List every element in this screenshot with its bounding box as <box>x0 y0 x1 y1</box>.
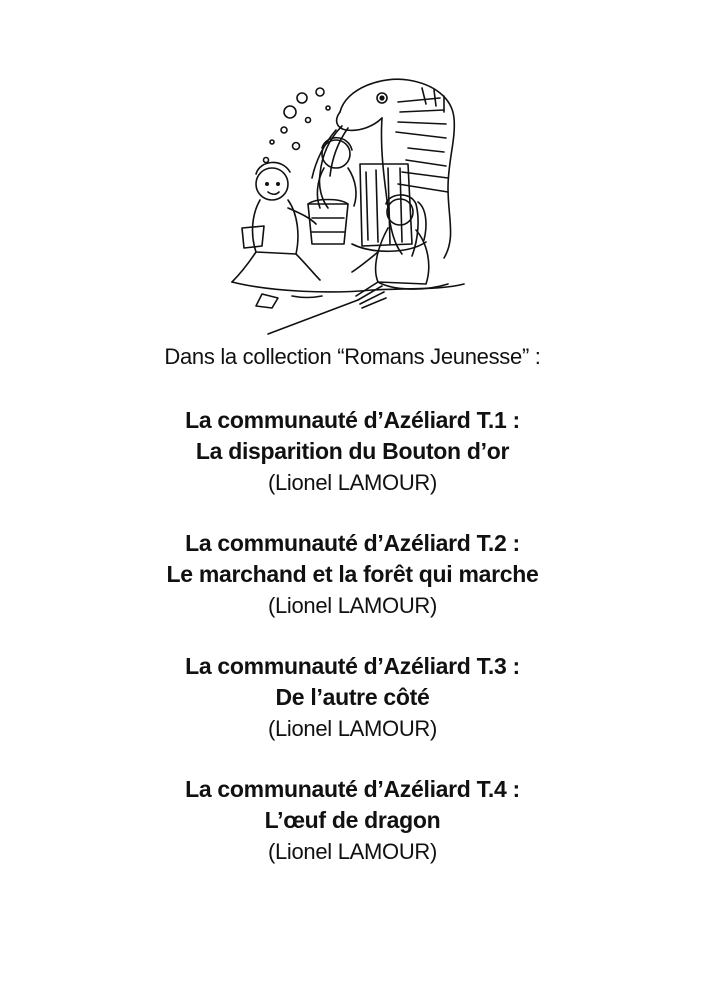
book-list <box>0 405 705 867</box>
stone-creature-head <box>337 79 455 258</box>
book-subtitle: La disparition du Bouton d’or <box>195 438 510 464</box>
book-author: (Lionel LAMOUR) <box>267 839 438 864</box>
book-subtitle: De l’autre côté <box>275 684 430 710</box>
book-subtitle: L’œuf de dragon <box>264 807 441 833</box>
book-entry-4 <box>0 774 705 867</box>
book-author: (Lionel LAMOUR) <box>267 470 438 495</box>
book-subtitle: Le marchand et la forêt qui marche <box>166 561 539 587</box>
ground-and-broom <box>232 282 464 334</box>
book-entry-1 <box>0 405 705 498</box>
book-series-title: La communauté d’Azéliard T.2 : <box>185 530 520 556</box>
book-entry-3 <box>0 651 705 744</box>
fountain-basin <box>352 164 426 251</box>
boy-left <box>232 162 320 282</box>
book-series-title: La communauté d’Azéliard T.3 : <box>185 653 520 679</box>
book-author: (Lionel LAMOUR) <box>267 593 438 618</box>
illustration-children-fountain <box>212 68 468 340</box>
book-author: (Lionel LAMOUR) <box>267 716 438 741</box>
book-series-title: La communauté d’Azéliard T.4 : <box>185 776 520 802</box>
collection-intro: Dans la collection “Romans Jeunesse” : <box>164 344 541 369</box>
book-entry-2 <box>0 528 705 621</box>
bubbles <box>264 88 331 163</box>
book-series-title: La communauté d’Azéliard T.1 : <box>185 407 520 433</box>
